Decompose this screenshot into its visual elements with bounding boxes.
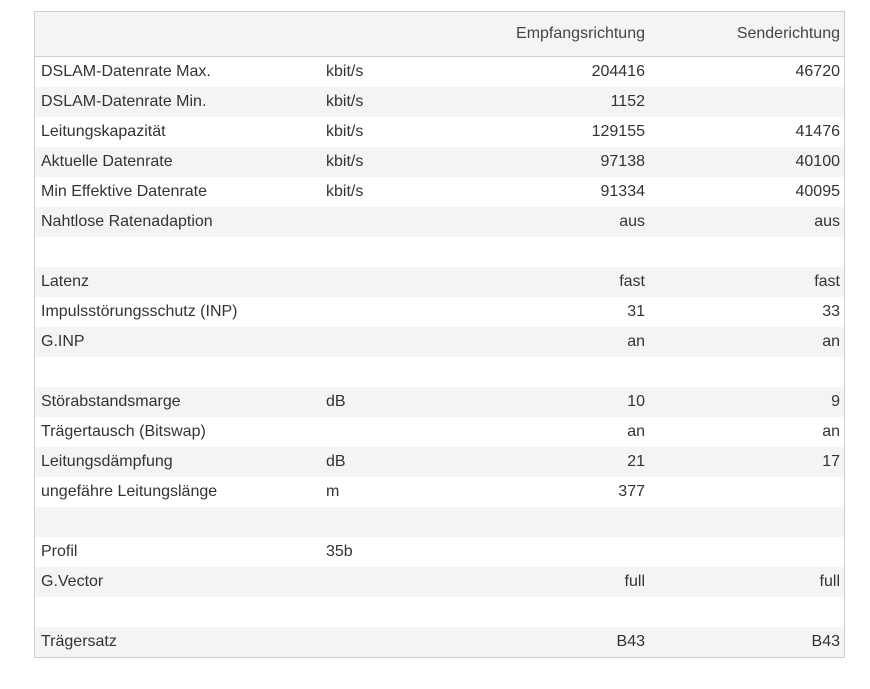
row-unit	[320, 417, 464, 447]
row-label: Impulsstörungsschutz (INP)	[35, 297, 321, 327]
row-downstream-value: 91334	[464, 177, 651, 207]
row-label	[35, 357, 321, 387]
row-unit	[320, 567, 464, 597]
row-downstream-value	[464, 507, 651, 537]
row-unit: kbit/s	[320, 57, 464, 88]
row-downstream-value	[464, 357, 651, 387]
table-spacer-row	[35, 507, 845, 537]
row-label: Latenz	[35, 267, 321, 297]
row-upstream-value: 33	[651, 297, 845, 327]
row-unit	[320, 627, 464, 658]
table-row	[35, 417, 845, 447]
row-upstream-value	[651, 357, 845, 387]
table-row	[35, 537, 845, 567]
row-unit	[320, 267, 464, 297]
table-row	[35, 627, 845, 658]
row-label: DSLAM-Datenrate Min.	[35, 87, 321, 117]
header-unit	[320, 12, 464, 57]
row-downstream-value: an	[464, 417, 651, 447]
row-downstream-value: 204416	[464, 57, 651, 88]
row-upstream-value: fast	[651, 267, 845, 297]
row-label: ungefähre Leitungslänge	[35, 477, 321, 507]
row-label: Leitungskapazität	[35, 117, 321, 147]
row-downstream-value	[464, 237, 651, 267]
row-downstream-value: 10	[464, 387, 651, 417]
table-row	[35, 87, 845, 117]
row-unit: m	[320, 477, 464, 507]
dsl-info-table	[34, 11, 845, 658]
row-upstream-value: full	[651, 567, 845, 597]
row-label: Trägersatz	[35, 627, 321, 658]
table-spacer-row	[35, 357, 845, 387]
row-upstream-value	[651, 477, 845, 507]
row-downstream-value: B43	[464, 627, 651, 658]
row-label: Nahtlose Ratenadaption	[35, 207, 321, 237]
row-upstream-value	[651, 537, 845, 567]
table-row	[35, 447, 845, 477]
table-row	[35, 117, 845, 147]
table-header	[35, 12, 845, 57]
header-row	[35, 12, 845, 57]
row-downstream-value: 97138	[464, 147, 651, 177]
row-unit: kbit/s	[320, 177, 464, 207]
row-upstream-value: 40095	[651, 177, 845, 207]
row-upstream-value	[651, 597, 845, 627]
table-row	[35, 57, 845, 88]
row-label	[35, 597, 321, 627]
row-unit	[320, 357, 464, 387]
row-unit	[320, 297, 464, 327]
row-unit: kbit/s	[320, 147, 464, 177]
row-label: G.Vector	[35, 567, 321, 597]
row-label: Trägertausch (Bitswap)	[35, 417, 321, 447]
row-downstream-value: full	[464, 567, 651, 597]
table-row	[35, 297, 845, 327]
table-row	[35, 567, 845, 597]
row-label	[35, 237, 321, 267]
row-upstream-value: 9	[651, 387, 845, 417]
row-downstream-value: an	[464, 327, 651, 357]
header-label	[35, 12, 321, 57]
row-downstream-value	[464, 597, 651, 627]
header-upstream: Senderichtung	[651, 12, 845, 57]
row-upstream-value: 17	[651, 447, 845, 477]
row-downstream-value: 31	[464, 297, 651, 327]
row-label: Störabstandsmarge	[35, 387, 321, 417]
row-unit	[320, 507, 464, 537]
row-upstream-value: 40100	[651, 147, 845, 177]
row-upstream-value: 46720	[651, 57, 845, 88]
row-unit: kbit/s	[320, 117, 464, 147]
row-label: DSLAM-Datenrate Max.	[35, 57, 321, 88]
row-label: Aktuelle Datenrate	[35, 147, 321, 177]
row-downstream-value: fast	[464, 267, 651, 297]
row-unit	[320, 597, 464, 627]
table-spacer-row	[35, 237, 845, 267]
table-row	[35, 177, 845, 207]
table-row	[35, 207, 845, 237]
row-label: G.INP	[35, 327, 321, 357]
row-label: Min Effektive Datenrate	[35, 177, 321, 207]
row-unit: kbit/s	[320, 87, 464, 117]
row-label	[35, 507, 321, 537]
row-upstream-value: an	[651, 417, 845, 447]
row-label: Profil	[35, 537, 321, 567]
row-unit: 35b	[320, 537, 464, 567]
row-label: Leitungsdämpfung	[35, 447, 321, 477]
row-unit	[320, 237, 464, 267]
row-downstream-value: 21	[464, 447, 651, 477]
table-row	[35, 387, 845, 417]
row-unit: dB	[320, 387, 464, 417]
table-row	[35, 267, 845, 297]
row-upstream-value: 41476	[651, 117, 845, 147]
row-unit	[320, 327, 464, 357]
row-upstream-value	[651, 237, 845, 267]
row-unit: dB	[320, 447, 464, 477]
header-downstream: Empfangsrichtung	[464, 12, 651, 57]
row-upstream-value	[651, 507, 845, 537]
table-body	[35, 57, 845, 658]
table-row	[35, 327, 845, 357]
row-downstream-value: 1152	[464, 87, 651, 117]
table-row	[35, 147, 845, 177]
row-downstream-value: 129155	[464, 117, 651, 147]
row-upstream-value	[651, 87, 845, 117]
row-upstream-value: aus	[651, 207, 845, 237]
row-upstream-value: B43	[651, 627, 845, 658]
row-upstream-value: an	[651, 327, 845, 357]
table-spacer-row	[35, 597, 845, 627]
row-downstream-value	[464, 537, 651, 567]
table-row	[35, 477, 845, 507]
row-downstream-value: aus	[464, 207, 651, 237]
row-downstream-value: 377	[464, 477, 651, 507]
row-unit	[320, 207, 464, 237]
